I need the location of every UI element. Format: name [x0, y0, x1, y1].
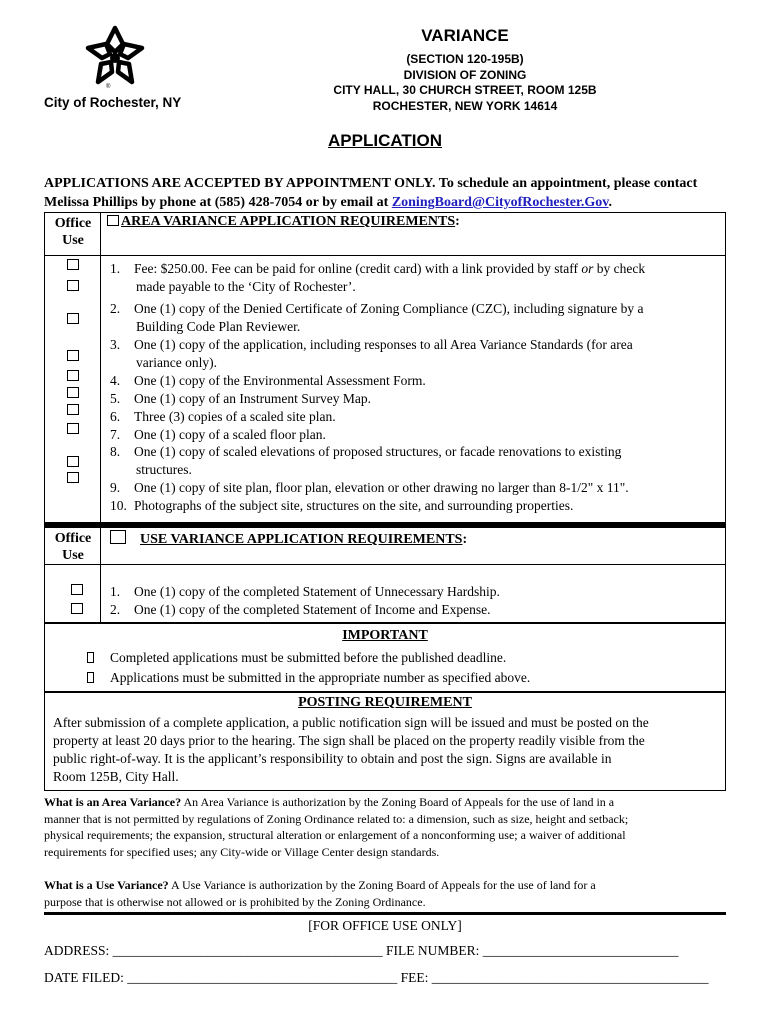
requirement-item: 2. One (1) copy of the Denied Certificate of Zoning Compliance (CZC), including signature by a Building Code Plan Reviewer. — [110, 301, 644, 334]
date-filed-field[interactable]: ________________________________________ — [127, 970, 398, 985]
section-reference: (SECTION 120-195B) — [406, 52, 524, 66]
date-fee-line: DATE FILED: ________________________________________ FEE: _________________________________________ — [44, 970, 709, 985]
city-name: City of Rochester, NY — [44, 95, 182, 110]
office-checkbox[interactable] — [67, 404, 79, 415]
office-use-divider — [44, 912, 726, 915]
office-use-title: [FOR OFFICE USE ONLY] — [308, 918, 462, 933]
office-address: CITY HALL, 30 CHURCH STREET, ROOM 125B — [333, 83, 597, 97]
application-heading: APPLICATION — [328, 131, 442, 150]
division-name: DIVISION OF ZONING — [403, 67, 527, 82]
email-link[interactable]: ZoningBoard@CityofRochester.Gov — [391, 195, 609, 210]
requirement-item: 7. One (1) copy of a scaled floor plan. — [110, 427, 326, 442]
use-variance-table — [44, 527, 726, 623]
area-variance-checkbox[interactable] — [107, 215, 119, 226]
office-checkbox[interactable] — [67, 350, 79, 361]
requirement-item: 9. One (1) copy of site plan, floor plan, elevation or other drawing no larger than 8-1/2" x 11". — [110, 480, 629, 495]
fee-field[interactable]: _________________________________________ — [431, 970, 709, 985]
address-field[interactable]: ________________________________________ — [112, 943, 383, 958]
bullet-box-icon — [87, 672, 94, 683]
important-box — [44, 623, 726, 692]
requirement-item: 1. One (1) copy of the completed Statement of Unnecessary Hardship. — [110, 584, 500, 599]
area-variance-definition: What is an Area Variance? An Area Variance is authorization by the Zoning Board of Appeals for the use of land in a manner that is not permitted by regulations of Zoning Ordinance related to: a dimension, such as size, height and setback; physical requirements; the expansion, structural alteration or enlargement of a nonconforming use; a waiver of additional requirements for specified uses; any City-wide or Village Center design standards. — [44, 795, 629, 859]
office-checkbox[interactable] — [67, 280, 79, 291]
requirement-item: 5. One (1) copy of an Instrument Survey Map. — [110, 391, 371, 406]
title-block — [300, 26, 630, 114]
requirement-item: 4. One (1) copy of the Environmental Assessment Form. — [110, 373, 426, 388]
office-checkbox[interactable] — [67, 313, 79, 324]
document-title: VARIANCE — [421, 26, 509, 45]
city-state-zip: ROCHESTER, NEW YORK 14614 — [372, 98, 558, 113]
office-use-label: Office Use — [54, 531, 92, 563]
address-file-line: ADDRESS: ________________________________________ FILE NUMBER: _____________________________ — [44, 943, 679, 958]
office-checkbox[interactable] — [67, 472, 79, 483]
file-number-field[interactable]: _____________________________ — [482, 943, 679, 958]
appointment-text: APPLICATIONS ARE ACCEPTED BY APPOINTMENT ONLY. To schedule an appointment, please contact Melissa Phillips by phone at (585) 428-7054 or by email at — [44, 176, 698, 210]
office-checkbox[interactable] — [71, 584, 83, 595]
requirement-item: 3. One (1) copy of the application, including responses to all Area Variance Standards (for area variance only). — [110, 337, 633, 370]
office-checkbox[interactable] — [71, 603, 83, 614]
appointment-notice: APPLICATIONS ARE ACCEPTED BY APPOINTMENT ONLY. To schedule an appointment, please contact Melissa Phillips by phone at (585) 428-7054 or by email at ZoningBoard@CityofRochester.Gov. — [44, 176, 698, 210]
use-variance-definition: What is a Use Variance? A Use Variance is authorization by the Zoning Board of Appeals for the use of land for a purpose that is otherwise not allowed or is prohibited by the Zoning Ordinance. — [44, 878, 596, 909]
office-checkbox[interactable] — [67, 259, 79, 270]
requirement-item: 2. One (1) copy of the completed Statement of Income and Expense. — [110, 602, 491, 617]
posting-heading: POSTING REQUIREMENT — [298, 695, 472, 710]
important-note: Applications must be submitted in the appropriate number as specified above. — [87, 670, 530, 686]
office-checkbox[interactable] — [67, 370, 79, 381]
office-checkbox[interactable] — [67, 456, 79, 467]
requirement-item: 1. Fee: $250.00. Fee can be paid for online (credit card) with a link provided by staff or by check made payable to the ‘City of Rochester’. — [110, 261, 646, 294]
posting-requirement-box — [44, 692, 726, 791]
office-checkbox[interactable] — [67, 423, 79, 434]
city-of-rochester-logo — [80, 22, 150, 92]
requirement-item: 10. Photographs of the subject site, structures on the site, and surrounding properties. — [110, 498, 574, 513]
requirement-item: 8. One (1) copy of scaled elevations of proposed structures, or facade renovations to existing structures. — [110, 444, 622, 477]
important-heading: IMPORTANT — [342, 628, 428, 643]
posting-text: After submission of a complete application, a public notification sign will be issued and must be posted on the property at least 20 days prior to the hearing. The sign shall be placed on the property readily visible from the public right-of-way. It is the applicant’s responsibility to obtain and post the sign. Signs are available in Room 125B, City Hall. — [53, 715, 649, 784]
area-variance-heading: AREA VARIANCE APPLICATION REQUIREMENTS: — [107, 214, 460, 230]
bullet-box-icon — [87, 652, 94, 663]
important-note: Completed applications must be submitted before the published deadline. — [87, 650, 506, 666]
use-variance-heading: USE VARIANCE APPLICATION REQUIREMENTS: — [110, 530, 467, 548]
area-variance-table — [44, 212, 726, 524]
svg-text:®: ® — [106, 84, 111, 90]
office-use-label: Office Use — [54, 216, 92, 248]
use-variance-checkbox[interactable] — [110, 530, 126, 544]
office-checkbox[interactable] — [67, 387, 79, 398]
requirement-item: 6. Three (3) copies of a scaled site plan. — [110, 409, 336, 424]
